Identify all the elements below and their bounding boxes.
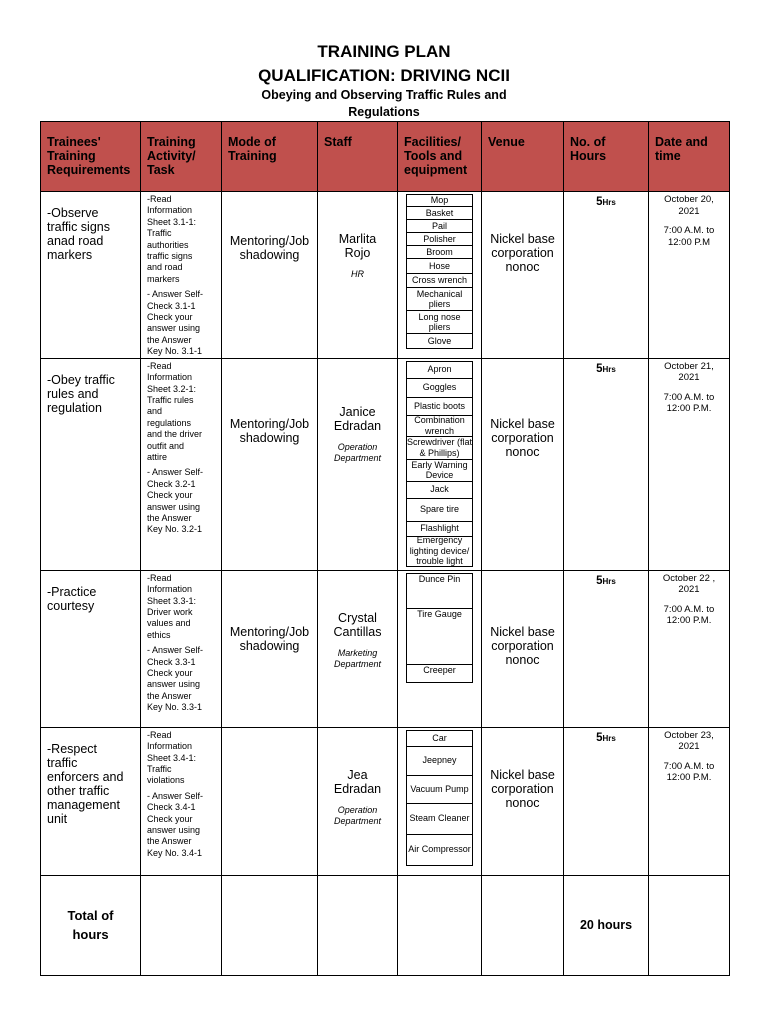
- time-line: 12:00 P.M.: [666, 772, 712, 784]
- activity-line: Information: [147, 741, 193, 752]
- activity-line: Driver work: [147, 606, 193, 617]
- cell-hours: [564, 358, 649, 570]
- activity-line: values and: [147, 618, 191, 629]
- department-line: HR: [351, 269, 364, 279]
- header-row: [41, 122, 730, 192]
- col-header-text: Mode of: [228, 135, 276, 149]
- staff-name-line: Cantillas: [333, 624, 382, 639]
- venue-line: corporation: [491, 430, 554, 445]
- activity-line: Sheet 3.1-1:: [147, 216, 197, 227]
- hours-unit: Hrs: [602, 364, 616, 374]
- activity-check-line: Check 3.1-1: [147, 300, 196, 311]
- activity-line: Traffic: [147, 228, 172, 239]
- activity-check-line: - Answer Self-: [147, 790, 204, 801]
- facility-item: Jack: [407, 482, 472, 499]
- venue-line: corporation: [491, 246, 554, 260]
- date-line: October 21,: [664, 360, 714, 372]
- facility-item: Steam Cleaner: [407, 804, 472, 835]
- staff-department: [318, 269, 397, 280]
- hours-unit: Hrs: [602, 198, 616, 207]
- activity-check-line: Check your: [147, 813, 193, 824]
- date-line: October 20,: [664, 194, 714, 205]
- activity-line: violations: [147, 775, 185, 786]
- department-line: Department: [333, 658, 382, 669]
- facility-item: Combination wrench: [407, 416, 472, 437]
- facilities-list: [406, 730, 473, 866]
- time-line: 12:00 P.M.: [666, 615, 712, 627]
- activity-check-line: answer using: [147, 679, 201, 690]
- activity-line: traffic signs: [147, 251, 193, 262]
- cell-staff: [318, 727, 398, 875]
- department-line: Marketing: [337, 647, 378, 658]
- requirement-line: -Obey traffic: [47, 372, 115, 387]
- cell-staff: [318, 192, 398, 359]
- facilities-list: [406, 361, 473, 567]
- col-header-text: Task: [147, 163, 175, 177]
- date-line: 2021: [678, 372, 700, 384]
- facility-item: Plastic boots: [407, 398, 472, 416]
- empty-cell: [222, 875, 318, 975]
- total-hours: 20 hours: [564, 875, 649, 975]
- total-label-line: Total of: [67, 908, 114, 924]
- requirement-line: -Respect: [47, 741, 98, 756]
- col-header-mode: [222, 122, 318, 192]
- time-range: [651, 761, 727, 784]
- cell-requirement: [41, 192, 141, 359]
- activity-line: Traffic: [147, 763, 172, 774]
- requirement-line: regulation: [47, 400, 102, 415]
- col-header-text: Date and: [655, 135, 708, 149]
- staff-department: [318, 648, 397, 670]
- activity-check-line: - Answer Self-: [147, 289, 204, 300]
- activity-check-line: Check your: [147, 667, 193, 678]
- date-line: 2021: [678, 741, 700, 753]
- col-header-hours: [564, 122, 649, 192]
- cell-facilities: [398, 570, 482, 727]
- staff-name-line: Edradan: [333, 418, 382, 433]
- facility-item: Apron: [407, 362, 472, 379]
- table-row: [41, 570, 730, 727]
- col-header-text: Training: [228, 149, 277, 163]
- venue-line: Nickel base: [490, 416, 555, 431]
- subtitle-line-1: Obeying and Observing Traffic Rules and: [261, 88, 507, 102]
- activity-line: regulations: [147, 417, 192, 428]
- mode-line: Mentoring/Job: [229, 624, 310, 639]
- facility-item: Dunce Pin: [407, 574, 472, 609]
- activity-line: Sheet 3.3-1:: [147, 595, 197, 606]
- cell-mode: [222, 358, 318, 570]
- activity-check-line: Check your: [147, 312, 193, 323]
- staff-name-line: Rojo: [344, 246, 371, 260]
- cell-mode: [222, 727, 318, 875]
- requirement-line: other traffic: [47, 783, 110, 798]
- facility-item: Early Warning Device: [407, 460, 472, 482]
- facility-item: Broom: [407, 246, 472, 259]
- facility-item: Spare tire: [407, 499, 472, 522]
- activity-check-line: Check 3.3-1: [147, 656, 196, 667]
- activity-line: -Read: [147, 572, 172, 583]
- col-header-text: Training: [147, 135, 196, 149]
- cell-requirement: [41, 358, 141, 570]
- cell-facilities: [398, 358, 482, 570]
- empty-cell: [482, 875, 564, 975]
- requirement-line: markers: [47, 248, 93, 262]
- cell-date-time: [649, 727, 730, 875]
- col-header-date: [649, 122, 730, 192]
- activity-check-line: answer using: [147, 501, 201, 512]
- mode-line: Mentoring/Job: [229, 416, 310, 431]
- requirement-line: -Observe: [47, 206, 99, 220]
- facility-item: Tire Gauge: [407, 609, 472, 665]
- hours-value: 5: [596, 574, 603, 587]
- facility-item: Vacuum Pump: [407, 776, 472, 804]
- activity-line: Traffic rules: [147, 394, 194, 405]
- activity-line: Sheet 3.4-1:: [147, 752, 197, 763]
- col-header-text: Activity/: [147, 149, 196, 163]
- total-label-line: hours: [72, 927, 109, 943]
- activity-check-line: Check your: [147, 490, 193, 501]
- facility-item: Car: [407, 731, 472, 747]
- col-header-activity: [141, 122, 222, 192]
- venue-line: Nickel base: [490, 624, 555, 639]
- activity-line: and the driver: [147, 429, 203, 440]
- activity-check-line: answer using: [147, 323, 201, 334]
- activity-check-line: the Answer: [147, 690, 192, 701]
- requirement-line: enforcers and: [47, 769, 124, 784]
- time-range: [651, 225, 727, 248]
- activity-check-line: Key No. 3.1-1: [147, 346, 203, 357]
- requirement-line: unit: [47, 811, 68, 826]
- facility-item: Mop: [407, 195, 472, 207]
- cell-activity: [141, 358, 222, 570]
- activity-line: ethics: [147, 629, 171, 640]
- hours-unit: Hrs: [602, 733, 616, 743]
- cell-date-time: [649, 358, 730, 570]
- activity-check-line: Key No. 3.2-1: [147, 524, 203, 535]
- mode-line: shadowing: [239, 638, 300, 653]
- date-line: October 22 ,: [662, 572, 716, 584]
- requirement-line: traffic signs: [47, 220, 110, 234]
- venue-line: corporation: [491, 638, 554, 653]
- time-line: 7:00 A.M. to: [663, 391, 715, 403]
- cell-hours: [564, 727, 649, 875]
- col-header-requirements: [41, 122, 141, 192]
- staff-name-line: Janice: [339, 404, 376, 419]
- facility-item: Cross wrench: [407, 274, 472, 288]
- staff-department: [318, 805, 397, 827]
- date-line: October 23,: [664, 729, 714, 741]
- empty-cell: [398, 875, 482, 975]
- requirement-line: management: [47, 797, 120, 812]
- requirement-line: -Practice: [47, 584, 97, 599]
- cell-hours: [564, 192, 649, 359]
- date-line: 2021: [678, 584, 700, 596]
- hours-value: 5: [596, 196, 603, 208]
- col-header-venue: [482, 122, 564, 192]
- facility-item: Jeepney: [407, 747, 472, 776]
- facility-item: Basket: [407, 207, 472, 220]
- activity-line: markers: [147, 273, 180, 284]
- requirement-line: anad road: [47, 234, 104, 248]
- time-line: 7:00 A.M. to: [663, 225, 715, 236]
- activity-line: Information: [147, 584, 193, 595]
- activity-line: and: [147, 406, 163, 417]
- cell-date-time: [649, 570, 730, 727]
- activity-check-line: Check 3.2-1: [147, 478, 196, 489]
- col-header-text: Requirements: [47, 163, 131, 177]
- venue-line: nonoc: [505, 652, 540, 667]
- activity-check-line: the Answer: [147, 512, 192, 523]
- venue-line: corporation: [491, 781, 554, 796]
- facility-item: Flashlight: [407, 522, 472, 537]
- mode-line: shadowing: [239, 248, 300, 262]
- staff-name-line: Jea: [347, 767, 368, 782]
- requirement-line: traffic: [47, 755, 78, 770]
- col-header-text: Staff: [324, 135, 352, 149]
- activity-check-line: Check 3.4-1: [147, 802, 196, 813]
- col-header-text: Venue: [488, 135, 525, 149]
- facility-item: Glove: [407, 334, 472, 349]
- activity-line: authorities: [147, 239, 189, 250]
- cell-facilities: [398, 192, 482, 359]
- facility-item: Polisher: [407, 233, 472, 246]
- activity-check-line: - Answer Self-: [147, 467, 204, 478]
- time-line: 12:00 P.M: [667, 236, 711, 248]
- empty-cell: [141, 875, 222, 975]
- cell-venue: [482, 192, 564, 359]
- activity-line: Information: [147, 205, 193, 216]
- facility-item: Emergency lighting device/ trouble light: [407, 537, 472, 567]
- cell-venue: [482, 727, 564, 875]
- time-range: [651, 392, 727, 415]
- time-line: 12:00 P.M.: [666, 403, 712, 415]
- subtitle-line-2: Regulations: [348, 105, 420, 119]
- activity-check-line: answer using: [147, 824, 201, 835]
- facility-item: Screwdriver (flat & Phillips): [407, 437, 473, 458]
- col-header-text: time: [655, 149, 681, 163]
- department-line: Department: [333, 452, 382, 463]
- empty-cell: [649, 875, 730, 975]
- facility-item: Goggles: [407, 379, 472, 398]
- col-header-text: No. of: [570, 135, 606, 149]
- venue-line: Nickel base: [490, 767, 555, 782]
- staff-name-line: Marlita: [338, 232, 377, 246]
- activity-line: Information: [147, 372, 193, 383]
- hours-unit: Hrs: [602, 576, 616, 586]
- department-line: Operation: [337, 804, 378, 815]
- cell-activity: [141, 727, 222, 875]
- training-plan-table: [40, 121, 730, 976]
- cell-requirement: [41, 570, 141, 727]
- page-title: TRAINING PLAN: [317, 42, 451, 61]
- activity-line: attire: [147, 451, 168, 462]
- table-row: [41, 727, 730, 875]
- activity-check-line: the Answer: [147, 836, 192, 847]
- col-header-text: Hours: [570, 149, 607, 163]
- col-header-text: equipment: [404, 163, 468, 177]
- facilities-list: [406, 194, 473, 349]
- col-header-staff: [318, 122, 398, 192]
- total-label: [41, 875, 141, 975]
- department-line: Department: [333, 815, 382, 826]
- col-header-text: Facilities/: [404, 135, 461, 149]
- mode-line: Mentoring/Job: [229, 234, 310, 248]
- facility-item: Air Compressor: [407, 835, 472, 866]
- activity-line: -Read: [147, 729, 172, 740]
- activity-check-line: Key No. 3.3-1: [147, 702, 203, 713]
- cell-staff: [318, 570, 398, 727]
- activity-line: and road: [147, 262, 183, 273]
- hours-value: 5: [596, 362, 603, 375]
- venue-line: nonoc: [505, 444, 540, 459]
- facility-item: Pail: [407, 220, 472, 233]
- table-row: [41, 358, 730, 570]
- venue-line: Nickel base: [490, 232, 555, 246]
- activity-line: outfit and: [147, 440, 185, 451]
- activity-line: -Read: [147, 360, 172, 371]
- cell-venue: [482, 358, 564, 570]
- facility-item: Mechanical pliers: [407, 288, 472, 311]
- cell-activity: [141, 570, 222, 727]
- staff-name-line: Edradan: [333, 781, 382, 796]
- col-header-text: Training: [47, 149, 96, 163]
- requirement-line: courtesy: [47, 598, 95, 613]
- qualification-title: QUALIFICATION: DRIVING NCII: [258, 66, 510, 85]
- requirement-line: rules and: [47, 386, 99, 401]
- staff-department: [318, 442, 397, 464]
- cell-venue: [482, 570, 564, 727]
- venue-line: nonoc: [505, 795, 540, 810]
- facility-item: Hose: [407, 259, 472, 274]
- table-row: [41, 192, 730, 359]
- time-line: 7:00 A.M. to: [663, 760, 715, 772]
- cell-hours: [564, 570, 649, 727]
- activity-line: Sheet 3.2-1:: [147, 383, 197, 394]
- total-row: [41, 875, 730, 975]
- activity-check-line: the Answer: [147, 334, 192, 345]
- mode-line: shadowing: [239, 430, 300, 445]
- hours-value: 5: [596, 731, 603, 744]
- facility-item: Creeper: [407, 665, 472, 683]
- cell-date-time: [649, 192, 730, 359]
- col-header-text: Tools and: [404, 149, 463, 163]
- cell-facilities: [398, 727, 482, 875]
- facilities-list: [406, 573, 473, 683]
- empty-cell: [318, 875, 398, 975]
- cell-staff: [318, 358, 398, 570]
- time-range: [651, 604, 727, 627]
- staff-name-line: Crystal: [338, 610, 377, 625]
- cell-mode: [222, 192, 318, 359]
- time-line: 7:00 A.M. to: [663, 603, 715, 615]
- col-header-facilities: [398, 122, 482, 192]
- col-header-text: Trainees': [47, 135, 101, 149]
- cell-requirement: [41, 727, 141, 875]
- cell-mode: [222, 570, 318, 727]
- venue-line: nonoc: [505, 260, 540, 274]
- date-line: 2021: [678, 205, 700, 217]
- department-line: Operation: [337, 441, 378, 452]
- activity-check-line: Key No. 3.4-1: [147, 847, 203, 858]
- facility-item: Long nose pliers: [407, 311, 472, 334]
- activity-line: -Read: [147, 194, 172, 204]
- activity-check-line: - Answer Self-: [147, 645, 204, 656]
- cell-activity: [141, 192, 222, 359]
